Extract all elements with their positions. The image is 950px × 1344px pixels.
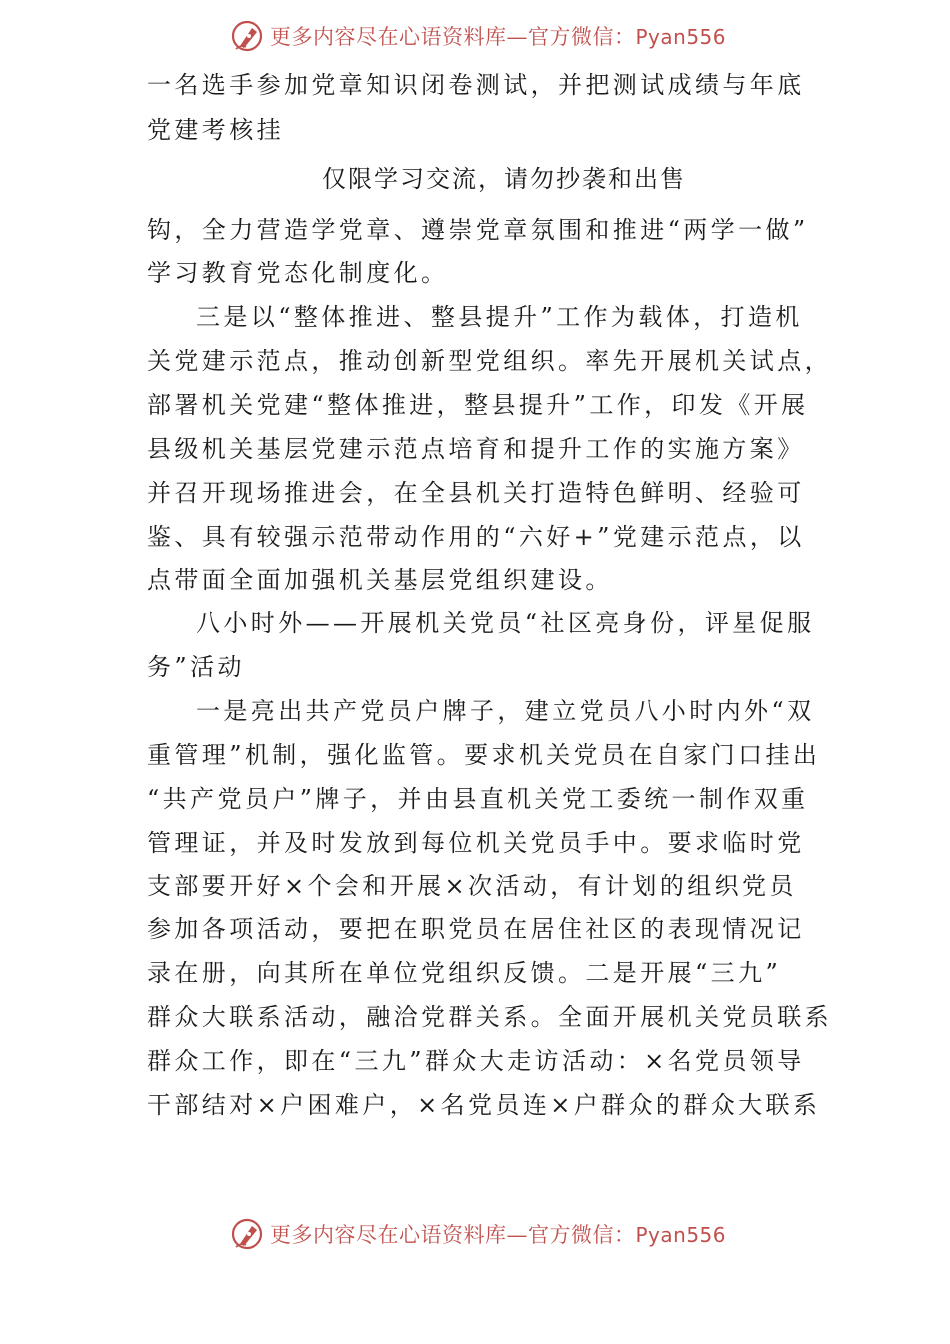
text-line: 八小时外——开展机关党员“社区亮身份，评星促服	[196, 609, 815, 637]
text-line: 部署机关党建“整体推进，整县提升”工作，印发《开展	[147, 391, 809, 419]
text-line: 务”活动	[147, 653, 245, 681]
text-line: 参加各项活动，要把在职党员在居住社区的表现情况记	[147, 915, 805, 943]
footer-watermark	[230, 1214, 726, 1254]
text-line: 关党建示范点，推动创新型党组织。率先开展机关试点，	[147, 347, 832, 375]
text-line: 县级机关基层党建示范点培育和提升工作的实施方案》	[147, 435, 805, 463]
text-line: 群众大联系活动，融洽党群关系。全面开展机关党员联系	[147, 1003, 832, 1031]
text-line: 一是亮出共产党员户牌子，建立党员八小时内外“双	[196, 697, 815, 725]
text-line: 鉴、具有较强示范带动作用的“六好+”党建示范点，以	[147, 523, 805, 551]
text-line: 管理证，并及时发放到每位机关党员手中。要求临时党	[147, 829, 805, 857]
text-line: 三是以“整体推进、整县提升”工作为载体，打造机	[196, 303, 803, 331]
text-line: 重管理”机制，强化监管。要求机关党员在自家门口挂出	[147, 741, 821, 769]
notice-line: 仅限学习交流，请勿抄袭和出售	[322, 165, 686, 193]
watermark-text: 更多内容尽在心语资料库—官方微信：Pyan556	[270, 1223, 727, 1247]
wechat-id: Pyan556	[635, 25, 727, 49]
text-line: 点带面全面加强机关基层党组织建设。	[147, 566, 613, 594]
text-line: 一名选手参加党章知识闭卷测试，并把测试成绩与年底	[147, 71, 805, 99]
watermark-text: 更多内容尽在心语资料库—官方微信：Pyan556	[270, 25, 727, 49]
text-line: “共产党员户”牌子，并由县直机关党工委统一制作双重	[147, 785, 809, 813]
text-line: 干部结对×户困难户，×名党员连×户群众的群众大联系	[147, 1091, 821, 1119]
text-line: 学习教育党态化制度化。	[147, 259, 449, 287]
text-line: 党建考核挂	[147, 116, 284, 144]
text-line: 群众工作，即在“三九”群众大走访活动：×名党员领导	[147, 1047, 805, 1075]
pen-nib-logo-icon	[230, 1216, 266, 1252]
wechat-id: Pyan556	[635, 1223, 727, 1247]
text-line: 录在册，向其所在单位党组织反馈。二是开展“三九”	[147, 959, 782, 987]
text-line: 支部要开好×个会和开展×次活动，有计划的组织党员	[147, 872, 797, 900]
header-watermark	[230, 16, 726, 56]
pen-nib-logo-icon	[230, 18, 266, 54]
text-line: 并召开现场推进会，在全县机关打造特色鲜明、经验可	[147, 479, 805, 507]
text-line: 钩，全力营造学党章、遵崇党章氛围和推进“两学一做”	[147, 216, 809, 244]
